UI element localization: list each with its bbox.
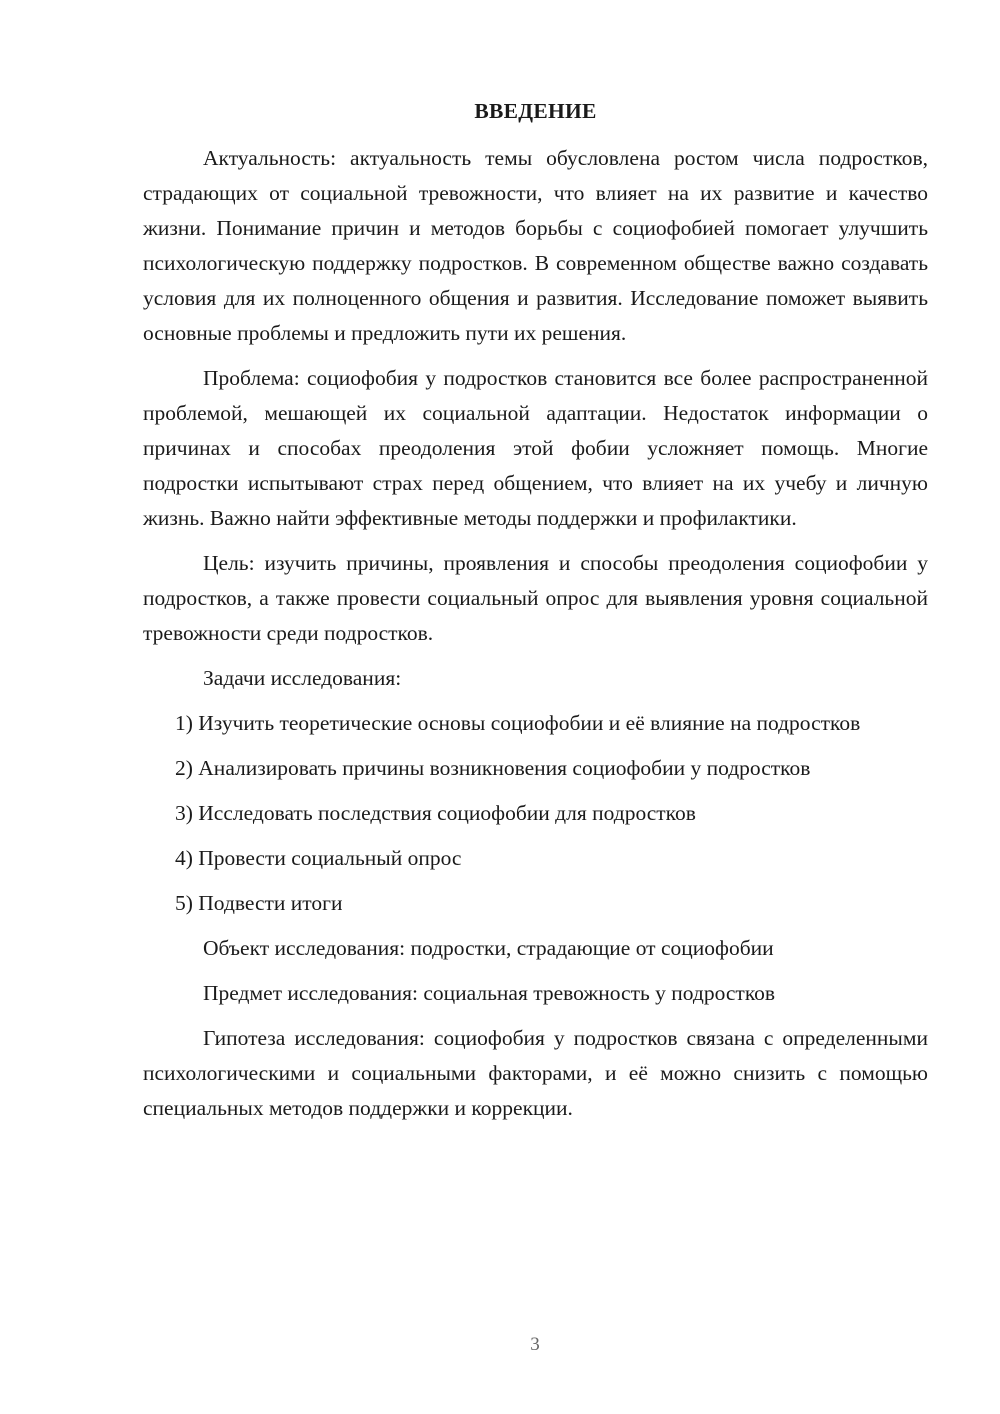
document-page xyxy=(143,94,928,1126)
paragraph-hypothesis: Гипотеза исследования: социофобия у подростков связана с определенными психологическими и социальными факторами, и её можно снизить с помощью специальных методов поддержки и коррекции. xyxy=(143,1026,928,1120)
paragraph-subject: Предмет исследования: социальная тревожность у подростков xyxy=(203,981,776,1005)
list-item: 5) Подвести итоги xyxy=(175,891,343,915)
tasks-list xyxy=(143,706,928,921)
paragraph-object: Объект исследования: подростки, страдающие от социофобии xyxy=(203,936,774,960)
paragraph-problem: Проблема: социофобия у подростков становится все более распространенной проблемой, мешающей их социальной адаптации. Недостаток информации о причинах и способах преодоления этой фобии усложняет помощь. Многие подростки испытывают страх перед общением, что влияет на их учебу и личную жизнь. Важно найти эффективные методы поддержки и профилактики. xyxy=(143,366,928,530)
page-number: 3 xyxy=(530,1334,540,1355)
list-item: 2) Анализировать причины возникновения социофобии у подростков xyxy=(175,756,811,780)
paragraph-goal: Цель: изучить причины, проявления и способы преодоления социофобии у подростков, а также провести социальный опрос для выявления уровня социальной тревожности среди подростков. xyxy=(143,551,928,645)
tasks-heading: Задачи исследования: xyxy=(203,666,402,690)
paragraph-relevance: Актуальность: актуальность темы обусловлена ростом числа подростков, страдающих от социальной тревожности, что влияет на их развитие и качество жизни. Понимание причин и методов борьбы с социофобией помогает улучшить психологическую поддержку подростков. В современном обществе важно создавать условия для их полноценного общения и развития. Исследование поможет выявить основные проблемы и предложить пути их решения. xyxy=(143,146,928,345)
list-item: 4) Провести социальный опрос xyxy=(175,846,462,870)
list-item: 3) Исследовать последствия социофобии для подростков xyxy=(175,801,696,825)
list-item: 1) Изучить теоретические основы социофобии и её влияние на подростков xyxy=(175,711,861,735)
page-title: ВВЕДЕНИЕ xyxy=(474,99,597,123)
